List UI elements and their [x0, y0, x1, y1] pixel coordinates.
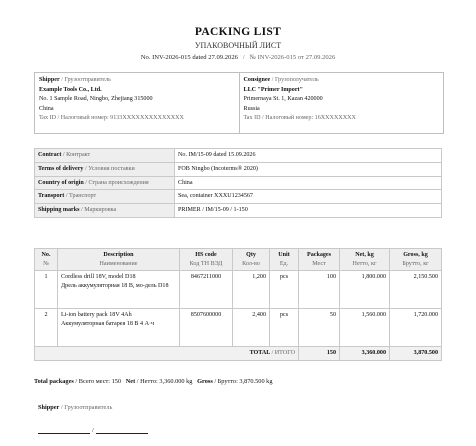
item-qty: 2,400 [233, 309, 270, 347]
col-unit-label: Unit [278, 252, 290, 258]
document-number [0, 54, 476, 61]
total-label: TOTAL [249, 350, 271, 357]
total-net: 3,360.000 [340, 347, 390, 361]
col-gross-label-ru: Брутто, кг [402, 260, 429, 267]
col-description-label-ru: Наименование [99, 260, 138, 267]
item-description-en: Li-ion battery pack 18V 4Ah [61, 312, 132, 319]
parties-box [34, 72, 444, 134]
terms-table [34, 148, 442, 218]
col-packages-label: Packages [306, 252, 332, 258]
totals-summary [34, 378, 272, 385]
term-value: FOB Ningbo (Incoterms® 2020) [175, 162, 442, 176]
item-description-ru: Аккумуляторная батарея 18 В 4 А·ч [61, 321, 155, 328]
term-key-ru: / Условия поставки [85, 165, 135, 172]
col-qty [233, 249, 270, 271]
col-qty-label-ru: Кол-во [242, 260, 260, 267]
item-no: 1 [35, 271, 58, 309]
item-gross: 2,150.500 [390, 271, 442, 309]
consignee-address: Primernaya St. 1, Kazan 420000 [243, 96, 323, 103]
term-value: No. IM/15-09 dated 15.09.2026 [175, 149, 442, 163]
terms-row [35, 190, 442, 204]
signature-line [38, 426, 148, 434]
table-row [35, 309, 442, 347]
items-table [34, 248, 442, 361]
col-hs-code [180, 249, 233, 271]
summary-packages: / Всего мест: 150 [75, 378, 122, 385]
signature-field [38, 426, 90, 434]
consignee-country: Russia [243, 105, 260, 112]
total-packages: 150 [299, 347, 340, 361]
term-key-ru: / Маркировка [81, 207, 117, 214]
document-title: PACKING LIST [194, 26, 282, 38]
summary-net-label: Net [125, 378, 136, 385]
item-net: 1,800.000 [340, 271, 390, 309]
col-no-label: No. [41, 252, 51, 258]
item-description-en: Cordless drill 18V, model D18 [61, 274, 136, 281]
document-subtitle: УПАКОВОЧНЫЙ ЛИСТ [194, 41, 282, 50]
item-hs-code: 8507600000 [180, 309, 233, 347]
col-unit [270, 249, 299, 271]
consignee-label: Consignee [243, 77, 271, 83]
col-net-label-ru: Нетто, кг [352, 260, 377, 267]
col-packages [299, 249, 340, 271]
terms-row [35, 204, 442, 218]
summary-gross: / Брутто: 3,870.500 kg [214, 378, 273, 385]
consignee-name: LLC "Primer Import" [243, 86, 303, 93]
shipper-name: Example Tools Co., Ltd. [39, 86, 102, 93]
item-gross: 1,720.000 [390, 309, 442, 347]
col-net [340, 249, 390, 271]
term-key: Terms of delivery [38, 165, 84, 172]
shipper-label: Shipper [39, 77, 60, 83]
col-hs-code-label-ru: Код ТН ВЭД [189, 260, 223, 267]
shipper-country: China [39, 105, 54, 112]
document-number-en: No. INV-2026-015 dated 27.09.2026 [140, 54, 238, 61]
total-label-ru: / ИТОГО [271, 350, 295, 357]
signature-label-ru: / Грузоотправитель [60, 404, 113, 411]
col-hs-code-label: HS code [195, 252, 217, 258]
item-no: 2 [35, 309, 58, 347]
term-key: Country of origin [38, 179, 84, 186]
term-key-ru: / Страна происхождения [85, 179, 149, 186]
term-value: PRIMER / IM/15-09 / 1-150 [175, 204, 442, 218]
col-description-label: Description [103, 252, 134, 258]
col-qty-label: Qty [246, 252, 256, 258]
term-key-ru: / Транспорт [65, 193, 97, 200]
signature-label [38, 404, 112, 411]
consignee-block [239, 73, 444, 133]
item-unit: pcs [270, 271, 299, 309]
total-gross: 3,870.500 [390, 347, 442, 361]
signature-separator: / [92, 427, 94, 434]
term-key: Contract [38, 152, 62, 158]
col-gross [390, 249, 442, 271]
consignee-label-ru: / Грузополучатель [271, 77, 319, 83]
item-description-ru: Дрель аккумуляторная 18 В, мо-дель D18 [61, 283, 169, 290]
col-description [58, 249, 180, 271]
terms-row [35, 176, 442, 190]
summary-packages-label: Total packages [34, 378, 74, 385]
term-key: Shipping marks [38, 207, 80, 214]
col-net-label: Net, kg [355, 252, 374, 258]
document-number-ru: № INV-2026-015 от 27.09.2026 [249, 54, 336, 61]
terms-row [35, 162, 442, 176]
shipper-tax-id: Tax ID / Налоговый номер: 9133XXXXXXXXXXXXXX [39, 115, 184, 122]
item-packages: 100 [299, 271, 340, 309]
term-value: Sea, container XXXU1234567 [175, 190, 442, 204]
consignee-tax-id: Tax ID / Налоговый номер: 16XXXXXXXX [243, 115, 356, 122]
table-row [35, 271, 442, 309]
item-net: 1,560.000 [340, 309, 390, 347]
col-packages-label-ru: Мест [312, 260, 326, 267]
summary-gross-label: Gross [197, 378, 213, 385]
shipper-label-ru: / Грузоотправитель [61, 77, 111, 83]
term-key-ru: / Контракт [62, 152, 91, 158]
name-field [96, 426, 148, 434]
item-description [58, 271, 180, 309]
summary-net: / Нетто: 3,360.000 kg [136, 378, 193, 385]
shipper-block [35, 73, 239, 133]
terms-row [35, 149, 442, 163]
item-description [58, 309, 180, 347]
term-value: China [175, 176, 442, 190]
signature-label-en: Shipper [38, 404, 60, 411]
col-gross-label: Gross, kg [403, 252, 428, 258]
total-label-cell [35, 347, 299, 361]
item-hs-code: 8467211000 [180, 271, 233, 309]
item-unit: pcs [270, 309, 299, 347]
col-no [35, 249, 58, 271]
term-key: Transport [38, 193, 65, 200]
total-row [35, 347, 442, 361]
col-unit-label-ru: Ед. [279, 260, 289, 267]
number-separator: / [242, 54, 245, 61]
item-qty: 1,200 [233, 271, 270, 309]
items-header-row [35, 249, 442, 271]
item-packages: 50 [299, 309, 340, 347]
shipper-address: No. 1 Sample Road, Ningbo, Zhejiang 315000 [39, 96, 153, 103]
col-no-label-ru: № [43, 260, 49, 267]
